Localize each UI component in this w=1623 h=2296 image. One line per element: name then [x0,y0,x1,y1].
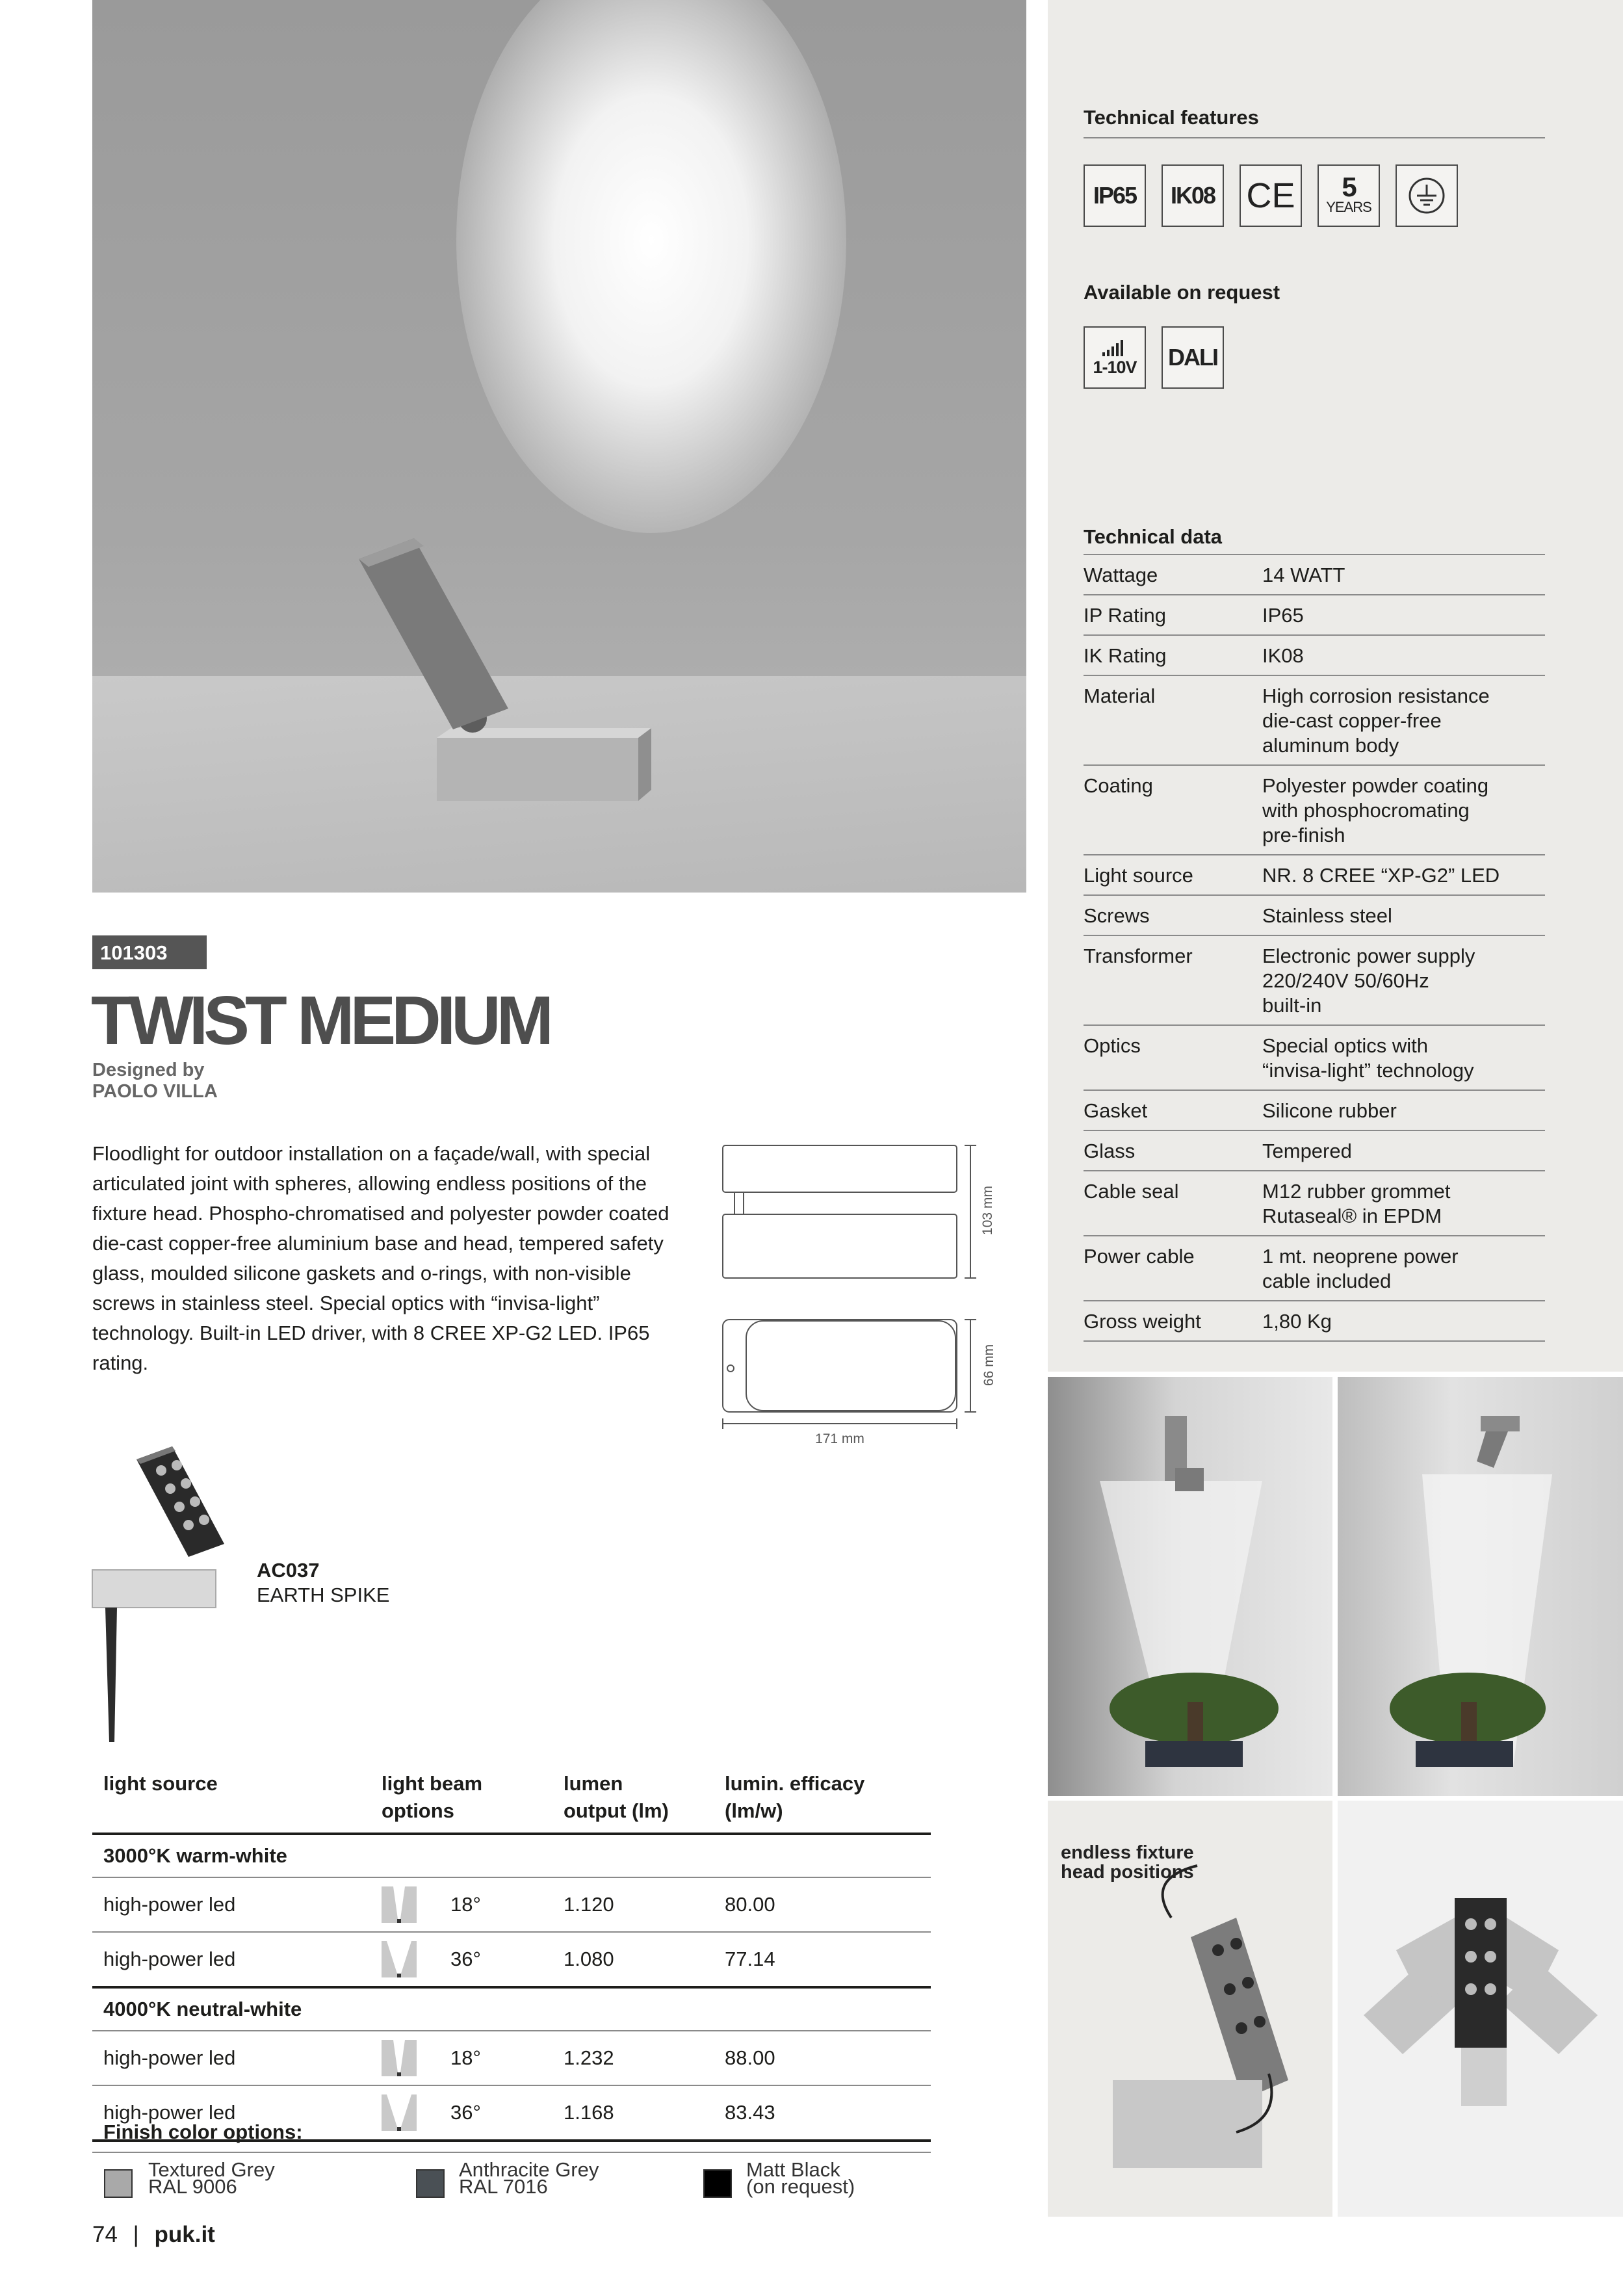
finish-swatch-textured-grey [104,2169,133,2198]
technical-data-value: 14 WATT [1262,555,1545,595]
finish-title: Finish color options: [103,2120,303,2143]
technical-data-row [1084,855,1545,895]
technical-features-title: Technical features [1084,106,1545,138]
beam-angle: 36° [450,1948,481,1970]
technical-data-value: IK08 [1262,635,1545,675]
finish-swatch-matt-black [703,2169,732,2198]
available-on-request-section [1084,281,1545,389]
finish-label-matt-black: Matt Black (on request) [746,2158,855,2198]
lumin-efficacy-cell: 77.14 [714,1932,931,1987]
light-beam-cell [370,2085,552,2141]
finish-label-textured-grey: Textured Grey RAL 9006 [148,2158,275,2198]
technical-data-key: Transformer [1084,935,1262,1025]
light-beam-icon [382,2040,417,2076]
light-beam-icon [382,2094,417,2131]
lumin-efficacy-cell: 83.43 [714,2085,931,2141]
technical-data-key: Optics [1084,1025,1262,1090]
available-on-request-title: Available on request [1084,281,1280,304]
col-lumen-output: lumen output (lm) [552,1765,714,1834]
dali-icon: DALI [1162,326,1224,389]
technical-data-value: 1,80 Kg [1262,1301,1545,1341]
dimension-depth: 66 mm [981,1344,996,1387]
photo-head-positions [1048,1801,1332,2217]
light-source-cell: high-power led [92,2085,370,2141]
technical-data-key: Material [1084,675,1262,765]
technical-data-key: Coating [1084,765,1262,855]
technical-data-value: Electronic power supply 220/240V 50/60Hz built-in [1262,935,1545,1025]
color-temperature-group [92,1834,931,1877]
beam-angle: 36° [450,2101,481,2124]
technical-data-row [1084,765,1545,855]
light-options-table [92,1765,931,2142]
warranty-icon: 5 YEARS [1318,164,1380,227]
head-positions-label: endless fixture head positions [1061,1842,1194,1883]
technical-data-key: Glass [1084,1130,1262,1171]
technical-data-section [1084,525,1545,1342]
col-lumin-efficacy: lumin. efficacy (lm/w) [714,1765,931,1834]
dimension-drawing [715,1138,996,1450]
technical-data-value: IP65 [1262,595,1545,635]
technical-data-row [1084,1301,1545,1341]
product-code-tag: 101303 [92,935,207,969]
technical-data-title: Technical data [1084,525,1545,555]
color-temperature-title: 3000°K warm-white [92,1834,931,1877]
accessory-earth-spike-image [84,1437,240,1749]
dimension-height: 103 mm [980,1186,995,1235]
light-beam-cell [370,1877,552,1932]
beam-angle: 18° [450,2046,481,2069]
earth-ground-icon [1396,164,1458,227]
technical-data-key: Gross weight [1084,1301,1262,1341]
technical-data-row [1084,895,1545,935]
finish-swatch-anthracite-grey [416,2169,445,2198]
technical-data-value: Silicone rubber [1262,1090,1545,1130]
lumen-output-cell: 1.232 [552,2031,714,2085]
technical-features-section [1084,106,1545,227]
light-beam-cell [370,1932,552,1987]
technical-features-badges [1084,164,1545,227]
technical-data-row [1084,595,1545,635]
technical-data-key: Wattage [1084,555,1262,595]
light-source-cell: high-power led [92,2031,370,2085]
technical-data-value: Polyester powder coating with phosphocromating pre-finish [1262,765,1545,855]
col-light-source: light source [92,1765,370,1834]
technical-data-row [1084,1130,1545,1171]
dimming-1-10v-icon: 1-10V [1084,326,1146,389]
technical-data-row [1084,935,1545,1025]
light-beam-cell [370,2031,552,2085]
dimension-width: 171 mm [815,1431,864,1446]
lumen-output-cell: 1.168 [552,2085,714,2141]
technical-data-table [1084,555,1545,1342]
technical-data-row [1084,1171,1545,1236]
technical-data-key: Cable seal [1084,1171,1262,1236]
lumen-output-cell: 1.120 [552,1877,714,1932]
ce-mark-icon: CE [1240,164,1302,227]
technical-data-row [1084,555,1545,595]
technical-data-row [1084,675,1545,765]
photo-head-rotation-fan [1338,1801,1623,2217]
technical-data-value: NR. 8 CREE “XP-G2” LED [1262,855,1545,895]
technical-data-key: IK Rating [1084,635,1262,675]
finish-label-anthracite-grey: Anthracite Grey RAL 7016 [459,2158,599,2198]
col-light-beam: light beam options [370,1765,552,1834]
photo-bonsai-uplight [1048,1377,1332,1796]
light-beam-icon [382,1886,417,1923]
light-beam-icon [382,1941,417,1977]
product-title: TWIST MEDIUM [91,982,549,1059]
technical-data-row [1084,1236,1545,1301]
technical-data-row [1084,635,1545,675]
technical-data-row [1084,1090,1545,1130]
color-temperature-group [92,1987,931,2031]
light-source-cell: high-power led [92,1932,370,1987]
technical-data-value: Special optics with “invisa-light” technology [1262,1025,1545,1090]
technical-data-key: Screws [1084,895,1262,935]
website-link[interactable]: puk.it [154,2222,215,2247]
technical-data-key: Gasket [1084,1090,1262,1130]
finish-divider [92,2152,931,2153]
accessory-name: EARTH SPIKE [257,1584,390,1606]
technical-data-key: Power cable [1084,1236,1262,1301]
available-on-request-badges [1084,326,1545,389]
footer-separator: | [133,2222,139,2247]
light-source-cell: high-power led [92,1877,370,1932]
lumin-efficacy-cell: 88.00 [714,2031,931,2085]
page-number: 74 [92,2222,118,2247]
table-row [92,1877,931,1932]
table-row [92,1932,931,1987]
technical-panel [1048,0,1623,1372]
beam-angle: 18° [450,1893,481,1916]
technical-data-key: Light source [1084,855,1262,895]
technical-data-value: High corrosion resistance die-cast copper-free aluminum body [1262,675,1545,765]
technical-data-value: Tempered [1262,1130,1545,1171]
technical-data-row [1084,1025,1545,1090]
ik08-icon: IK08 [1162,164,1224,227]
lumen-output-cell: 1.080 [552,1932,714,1987]
designer-name: PAOLO VILLA [92,1081,218,1102]
color-temperature-title: 4000°K neutral-white [92,1987,931,2031]
technical-data-value: Stainless steel [1262,895,1545,935]
technical-data-key: IP Rating [1084,595,1262,635]
designed-by-label: Designed by [92,1060,205,1080]
accessory-code: AC037 [257,1559,320,1582]
lumin-efficacy-cell: 80.00 [714,1877,931,1932]
photo-bonsai-downlight [1338,1377,1623,1796]
ip65-icon: IP65 [1084,164,1146,227]
technical-data-value: 1 mt. neoprene power cable included [1262,1236,1545,1301]
product-description: Floodlight for outdoor installation on a façade/wall, with special articulated joint with spheres, allowing endless positions of the fixture head. Phospho-chromatised and polyester powder coated die-cast copper-free aluminium base and head, tempered safety glass, moulded silicone gaskets and o-rings, with non-visible screws in stainless steel. Special optics with “invisa-light” technology. Built-in LED driver, with 8 CREE XP-G2 LED. IP65 rating. [92,1142,669,1374]
hero-product-photo [92,0,1026,893]
page-footer [92,2222,215,2248]
technical-data-value: M12 rubber grommet Rutaseal® in EPDM [1262,1171,1545,1236]
table-row [92,2031,931,2085]
